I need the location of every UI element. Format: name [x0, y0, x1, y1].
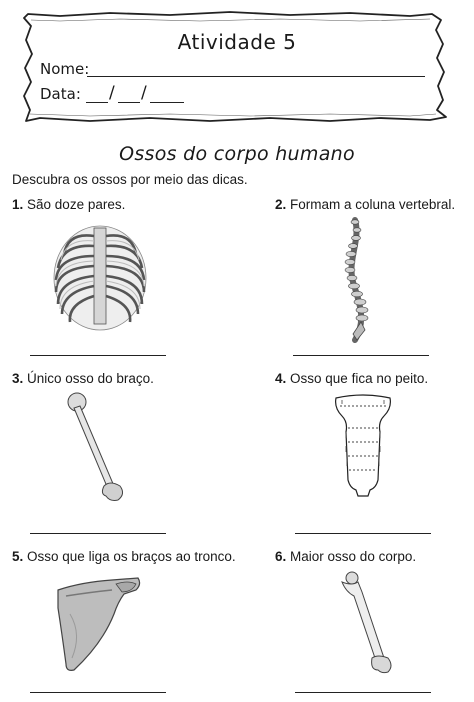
question-text: São doze pares.	[27, 197, 126, 212]
instructions-text: Descubra os ossos por meio das dicas.	[12, 172, 248, 187]
sternum-icon	[330, 392, 396, 500]
rib-cage-icon	[50, 222, 150, 334]
answer-line-2[interactable]	[293, 355, 429, 356]
question-number: 5.	[12, 549, 24, 564]
worksheet-title: Ossos do corpo humano	[119, 143, 355, 165]
date-label: Data:	[40, 85, 81, 103]
question-number: 4.	[275, 371, 287, 386]
question-6	[275, 549, 416, 564]
question-text: Formam a coluna vertebral.	[290, 197, 456, 212]
question-5	[12, 549, 236, 564]
date-month-line[interactable]	[118, 102, 140, 103]
name-label: Nome:	[40, 60, 90, 78]
question-text: Único osso do braço.	[27, 371, 154, 386]
name-field-line[interactable]	[87, 76, 425, 77]
answer-line-6[interactable]	[295, 692, 431, 693]
question-text: Osso que liga os braços ao tronco.	[27, 549, 236, 564]
answer-line-1[interactable]	[30, 355, 166, 356]
femur-icon	[332, 570, 400, 678]
answer-line-5[interactable]	[30, 692, 166, 693]
question-number: 3.	[12, 371, 24, 386]
question-number: 2.	[275, 197, 287, 212]
date-day-line[interactable]	[86, 102, 108, 103]
question-number: 1.	[12, 197, 24, 212]
date-separator-2: /	[141, 83, 147, 103]
spine-icon	[335, 216, 375, 344]
question-4	[275, 371, 428, 386]
answer-line-3[interactable]	[30, 533, 166, 534]
question-text: Osso que fica no peito.	[290, 371, 429, 386]
scapula-icon	[52, 574, 144, 674]
question-number: 6.	[275, 549, 287, 564]
question-text: Maior osso do corpo.	[290, 549, 417, 564]
question-2	[275, 197, 455, 212]
date-year-line[interactable]	[150, 102, 184, 103]
question-3	[12, 371, 154, 386]
activity-title: Atividade 5	[177, 30, 297, 54]
date-separator-1: /	[109, 83, 115, 103]
question-1	[12, 197, 125, 212]
humerus-icon	[62, 390, 132, 506]
answer-line-4[interactable]	[295, 533, 431, 534]
